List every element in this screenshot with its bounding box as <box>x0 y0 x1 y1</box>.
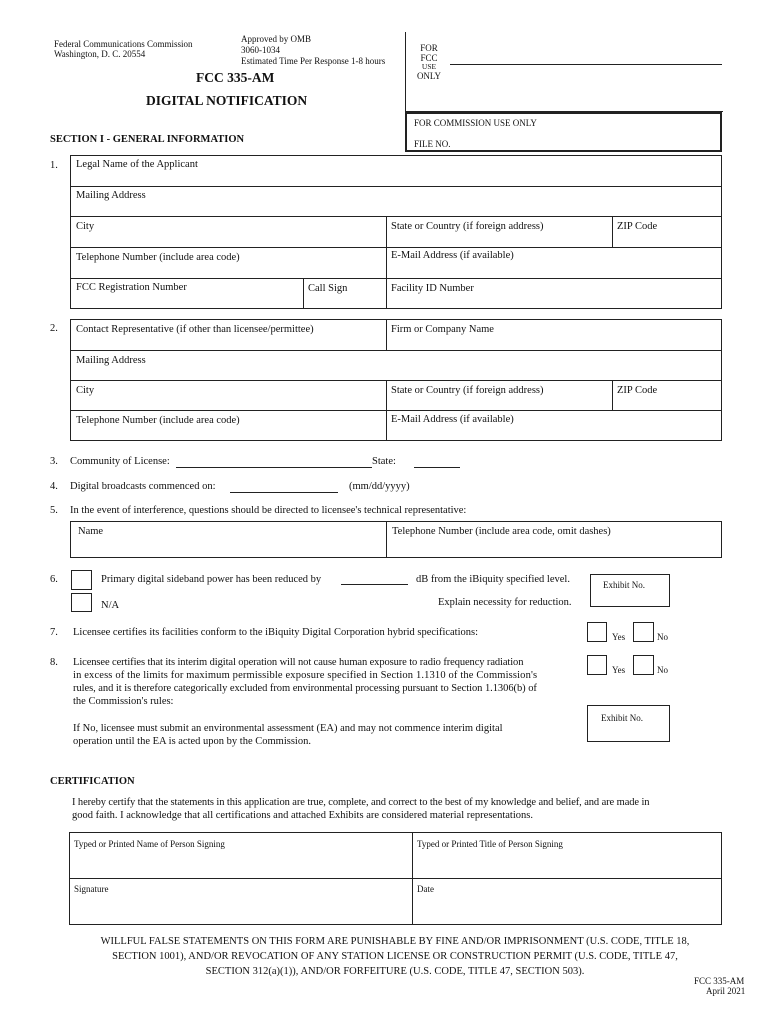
fcc-use-only: FOR FCC USE ONLY <box>416 43 442 81</box>
item-3-number: 3. <box>50 456 58 467</box>
exhibit-6-box[interactable] <box>590 574 670 607</box>
fcc-use-line <box>450 64 722 65</box>
date-field[interactable]: Date <box>417 884 434 894</box>
state-field[interactable]: State or Country (if foreign address) <box>391 221 544 232</box>
omb-time: Estimated Time Per Response 1-8 hours <box>241 56 386 66</box>
false-statements-warning: WILLFUL FALSE STATEMENTS ON THIS FORM ARE PUNISHABLE BY FINE AND/OR IMPRISONMENT (U.S. CODE, TITLE 18, SECTION 1001), AND/OR REVOCATION OF ANY STATION LICENSE OR CONSTRUCTION PERMIT (U.S. CODE, TITLE 47, SECTION 312(a)(1)), AND/OR FORFEITURE (U.S. CODE, TITLE 47, SECTION 503). <box>100 936 690 977</box>
sideband-reduced-checkbox[interactable] <box>71 570 92 590</box>
na-label: N/A <box>101 600 120 611</box>
item-7-yes-checkbox[interactable] <box>587 622 607 642</box>
certifies-7-label: Licensee certifies its facilities conform to the iBiquity Digital Corporation hybrid specifications: <box>73 627 479 638</box>
mailing-address-field[interactable]: Mailing Address <box>76 190 146 201</box>
legal-name-field[interactable]: Legal Name of the Applicant <box>76 159 198 170</box>
state-input[interactable] <box>414 467 460 468</box>
omb-number: 3060-1034 <box>241 45 280 55</box>
na-checkbox[interactable] <box>71 593 92 612</box>
footer-form-number: FCC 335-AM <box>694 976 745 986</box>
interference-label: In the event of interference, questions should be directed to licensee's technical representative: <box>70 505 467 516</box>
file-no-label: FILE NO. <box>414 139 451 149</box>
state-label: State: <box>372 456 396 467</box>
item-7-yes-label: Yes <box>612 632 626 642</box>
city-2-field[interactable]: City <box>76 385 95 396</box>
item-6-number: 6. <box>50 574 58 585</box>
section-1-title: SECTION I - GENERAL INFORMATION <box>50 134 245 145</box>
community-input[interactable] <box>176 467 372 468</box>
explain-label: Explain necessity for reduction. <box>438 597 572 608</box>
tech-rep-name-field[interactable]: Name <box>78 526 104 537</box>
zip-field[interactable]: ZIP Code <box>617 221 658 232</box>
firm-name-field[interactable]: Firm or Company Name <box>391 324 494 335</box>
facility-id-field[interactable]: Facility ID Number <box>391 283 474 294</box>
city-field[interactable]: City <box>76 221 95 232</box>
mailing-address-2-field[interactable]: Mailing Address <box>76 355 146 366</box>
sideband-label: Primary digital sideband power has been reduced by <box>101 574 322 585</box>
item-8-number: 8. <box>50 657 58 668</box>
certification-title: CERTIFICATION <box>50 776 135 787</box>
item-8-yes-label: Yes <box>612 665 626 675</box>
frn-field[interactable]: FCC Registration Number <box>76 282 187 293</box>
item-7-number: 7. <box>50 627 58 638</box>
item-5-number: 5. <box>50 505 58 516</box>
certifies-8-text: Licensee certifies that its interim digital operation will not cause human exposure to radio frequency radiation in excess of the limits for maximum permissible exposure specified in Section 1.1310 of the Commission's rules, and it is therefore categorically excluded from environmental processing pursuant to Section 1.1306(b) of the Commission's rules: <box>73 657 538 707</box>
exhibit-6-label: Exhibit No. <box>603 580 645 590</box>
db-label: dB from the iBiquity specified level. <box>416 574 570 585</box>
agency-name: Federal Communications Commission <box>54 39 193 49</box>
email-2-field[interactable]: E-Mail Address (if available) <box>391 414 514 425</box>
exhibit-8-label: Exhibit No. <box>601 713 643 723</box>
typed-name-field[interactable]: Typed or Printed Name of Person Signing <box>74 839 225 849</box>
item-4-number: 4. <box>50 481 58 492</box>
footer-revision: April 2021 <box>706 986 746 996</box>
telephone-field[interactable]: Telephone Number (include area code) <box>76 252 240 263</box>
if-no-text: If No, licensee must submit an environmental assessment (EA) and may not commence interim digital operation until the EA is acted upon by the Commission. <box>73 723 503 747</box>
tech-rep-telephone-field[interactable]: Telephone Number (include area code, omit dashes) <box>392 526 611 537</box>
commenced-date-input[interactable] <box>230 492 338 493</box>
exhibit-8-box[interactable] <box>587 705 670 742</box>
agency-address: Washington, D. C. 20554 <box>54 49 146 59</box>
form-number: FCC 335-AM <box>196 70 275 85</box>
item-8-no-label: No <box>657 665 668 675</box>
item-1-number: 1. <box>50 160 58 171</box>
commenced-label: Digital broadcasts commenced on: <box>70 481 216 492</box>
item-8-no-checkbox[interactable] <box>633 655 654 675</box>
zip-2-field[interactable]: ZIP Code <box>617 385 658 396</box>
state-2-field[interactable]: State or Country (if foreign address) <box>391 385 544 396</box>
commission-use-label: FOR COMMISSION USE ONLY <box>414 118 537 128</box>
call-sign-field[interactable]: Call Sign <box>308 283 348 294</box>
omb-approval: Approved by OMB <box>241 34 311 44</box>
certification-text: I hereby certify that the statements in this application are true, complete, and correct to the best of my knowledge and belief, and are made in good faith. I acknowledge that all certifications and attached Exhibits are considered material representations. <box>72 797 650 821</box>
form-title: DIGITAL NOTIFICATION <box>146 93 308 108</box>
date-format-hint: (mm/dd/yyyy) <box>349 481 410 492</box>
db-reduction-input[interactable] <box>341 584 408 585</box>
item-2-number: 2. <box>50 323 58 334</box>
telephone-2-field[interactable]: Telephone Number (include area code) <box>76 415 240 426</box>
community-label: Community of License: <box>70 456 170 467</box>
item-7-no-checkbox[interactable] <box>633 622 654 642</box>
typed-title-field[interactable]: Typed or Printed Title of Person Signing <box>417 839 563 849</box>
email-field[interactable]: E-Mail Address (if available) <box>391 250 514 261</box>
contact-rep-field[interactable]: Contact Representative (if other than licensee/permittee) <box>76 324 314 335</box>
item-7-no-label: No <box>657 632 668 642</box>
signature-field[interactable]: Signature <box>74 884 109 894</box>
item-8-yes-checkbox[interactable] <box>587 655 607 675</box>
